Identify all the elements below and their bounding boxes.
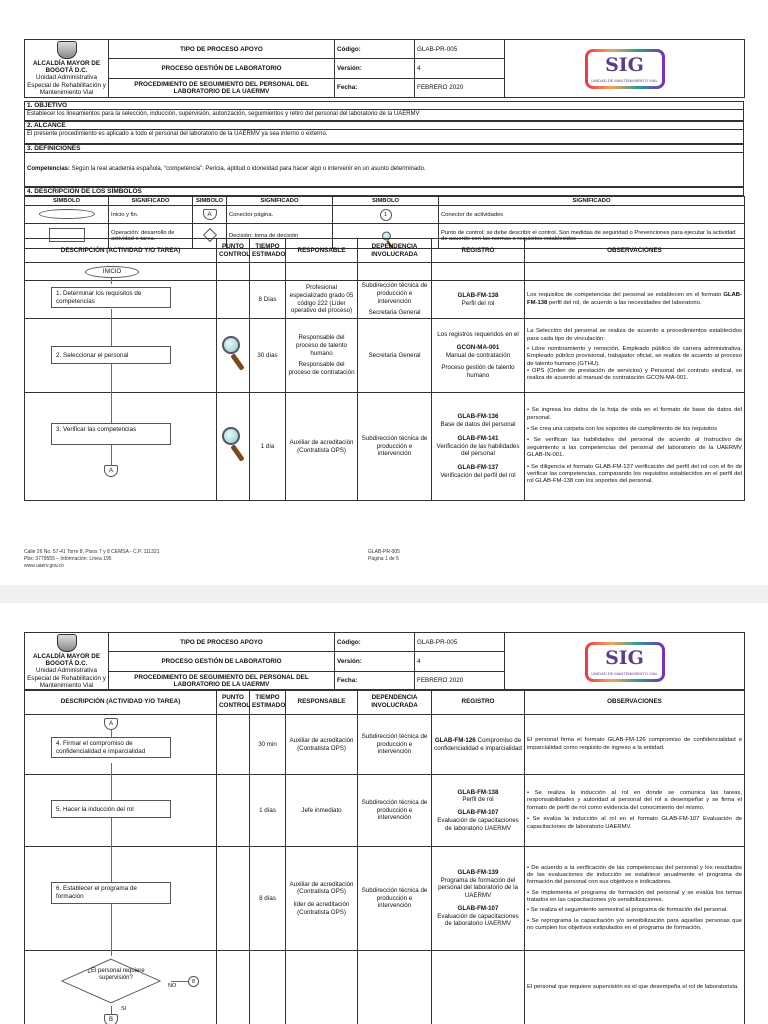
alcance-title: 2. ALCANCE — [24, 121, 744, 130]
flow-start-cell — [25, 263, 217, 281]
activity-1-cell — [25, 281, 217, 319]
logo-sub: Unidad Administrativa Especial de Rehabilitación y Mantenimiento Vial — [27, 74, 106, 96]
symbol-page-connector: A — [193, 206, 227, 224]
page-gap — [0, 585, 768, 603]
activity-5-cell — [25, 775, 217, 847]
activity-4-box: 4. Firmar el compromiso de confidencialidad e imparcialidad — [51, 737, 171, 758]
version-label: Versión: — [335, 59, 415, 78]
sig-logo: SIG UNIDAD DE MANTENIMIENTO VIAL — [585, 642, 665, 682]
activity-6-box: 6. Establecer el programa de formación — [51, 882, 171, 904]
document-header — [24, 39, 745, 98]
alcance-text: El presente procedimiento es aplicado a todo el personal del laboratorio de la UAERMV ya sea interno o externo. — [24, 130, 744, 144]
decision-cell — [25, 951, 217, 1024]
proceso: PROCESO GESTIÓN DE LABORATORIO — [109, 59, 335, 78]
fecha-label: Fecha: — [335, 78, 415, 97]
seal-icon — [57, 634, 77, 652]
seal-icon — [57, 41, 77, 59]
objetivo-title: 1. OBJETIVO — [24, 101, 744, 110]
decision-text: ¿El personal requiere supervisión? — [87, 968, 145, 982]
symbols-table: SIMBOLO SIGNIFICADO SIMBOLO SIGNIFICADO SIMBOLO SIGNIFICADO Inicio y fin. A Conector página. 1 Conector de actividades Operación: desarrollo de actividad o tarea. Decisión: toma de decisión Punto de control: se debe describir el control. Son medidas de seguridad o Prevenciones para ejecutar la actividad de acuerdo con las normas o requisitos establecidos — [24, 196, 745, 249]
definiciones-text: Competencias: Según la real academia española, “competencia”: Pericia, aptitud o idoneidad para hacer algo o intervenir en un asunto determinado. — [24, 153, 744, 187]
activity-3-cell — [25, 393, 217, 501]
activity-2-box: 2. Seleccionar el personal — [51, 346, 171, 364]
symbol-terminal — [25, 206, 109, 224]
sig-logo: SIG UNIDAD DE MANTENIMIENTO VIAL — [585, 49, 665, 89]
fecha-value: FEBRERO 2020 — [415, 78, 505, 97]
document-header-2: ALCALDÍA MAYOR DE BOGOTÁ D.C. Unidad Administrativa Especial de Rehabilitación y Mantenimiento Vial TIPO DE PROCESO APOYO Código: GLAB-PR-005 SIG UNIDAD DE MANTENIMIENTO VIAL PROCESO GESTIÓN DE LABORATORIO Versión: 4 PROCEDIMIENTO DE SEGUIMIENTO DEL PERSONAL DEL LABORATORIO DE LA UAERMV Fecha: FEBRERO 2020 — [24, 632, 745, 691]
logo-caption: ALCALDÍA MAYOR DE BOGOTÁ D.C. — [32, 60, 101, 75]
footer-page: GLAB-PR-005 Página 1 de 5 — [368, 549, 400, 562]
magnifier-icon — [220, 334, 246, 374]
procedure-table-2: DESCRIPCIÓN (ACTIVIDAD Y/O TAREA) PUNTO CONTROL TIEMPO ESTIMADO RESPONSABLE DEPENDENCIA INVOLUCRADA REGISTRO OBSERVACIONES A 4. Firmar el compromiso de confidencialidad e imparcialidad 30 min Auxiliar de acreditación (Contratista OPS) Subdirección técnica de producción e intervención GLAB-FM-126 Compromiso de confidencialidad e imparcialidad El personal firma el formato GLAB-FM-126 compromiso de confidencialidad e imparcialidad como requisito de ingreso a la entidad. 5. Hacer la inducción del rol 1 días Jefe inmediato Subdirección técnica de producción e intervención GLAB-FM-138 Perfil de rol GLAB-FM-107 Evaluación de capacitaciones de laboratorio UAERMV • Se realiza la inducción al rol en donde se comunica las tareas, responsabilidades y autoridad al personal del rol a desempeñar y se firma el formato de perfil de rol como evidencia del conocimiento del mismo. • Se evalúa la inducción al rol en el formato GLAB-FM-107 Evaluación de capacitaciones de laboratorio UAERMV. 6. Establecer el programa de formación 8 días Auxiliar de acreditación (Contratista OPS) líder de acreditación (Contratista OPS) Subdirección técnica de producción e intervención GLAB-FM-139 Programa de formación del personal del laboratorio de la UAERMV GLAB-FM-107 Evaluación de capacitaciones de laboratorio UAERMV • De acuerdo a la verificación de las competencias del personal y los resultados de las evaluaciones de inducción se establece anualmente el programa de formación del personal con sus objetivos e indicadores. • Se implementa el programa de formación del personal y se evalúa los temas tratados en las capacitaciones y/o sensibilizaciones. • Se realiza el seguimiento semestral al programa de formación del personal. • Se reprograma la capacitación y/o sensibilización para aquellas personas que no cumplen los objetivos estipulados en el programa de formación. ¿El personal requiere supervisión? NO 8 SI B El personal que requiere supervisión es el que desempeña el rol de laboratorista. — [24, 689, 745, 1024]
footer-address: Calle 26 No. 57-41 Torre 8, Pisos 7 y 8 CEMSA - C.P. 111321 Pbx: 3779555 – Información: Línea 195 www.uaerv.gov.co — [24, 549, 160, 569]
activity-4-cell — [25, 715, 217, 775]
version-value: 4 — [415, 59, 505, 78]
activity-3-box: 3. Verificar las competencias — [51, 423, 171, 445]
activity-1-box: 1. Determinar los requisitos de competencias — [51, 287, 171, 308]
page-connector-b: B — [104, 1014, 118, 1024]
si-label: SI — [121, 1006, 127, 1012]
no-label: NO — [168, 983, 177, 989]
sig-logo-cell — [505, 40, 745, 98]
activity-connector-8: 8 — [188, 976, 199, 987]
procedure-table-1: DESCRIPCIÓN (ACTIVIDAD Y/O TAREA) PUNTO CONTROL TIEMPO ESTIMADO RESPONSABLE DEPENDENCIA INVOLUCRADA REGISTRO OBSERVACIONES INICIO 1. Determinar los requisitos de competencias 8 Días Profesional especializado grado 05 código 222 (Líder operativo del proceso) Subdirección técnica de producción e intervención Secretaria General GLAB-FM-138 Perfil del rol Los requisitos de competencias del personal se establecen en el formato GLAB-FM-138 perfil del rol, de acuerdo a las necesidades del laboratorio. 2. Seleccionar el personal 30 días Responsable del proceso de talento humano Responsable del proceso de contratación Secretaria General Los registros requeridos en el GCON-MA-001 Manual de contratación Proceso gestión de talento humano La Selección del personal se realiza de acuerdo a procedimientos establecidos para cada tipo de vinculación: • Libre nombramiento y remoción, Empleado público de carrera administrativa, Empleado público provisional, trabajador oficial, se realiza de acuerdo al proceso de talento humano (GTHU). • OPS (Orden de prestación de servicios) y Personal del contrato sindical, se realiza de acuerdo al manual de contratación GCON-MA-001. 3. Verificar las competencias A 1 día Auxiliar de acreditación (Contratista OPS) Subdirección técnica de producción e intervención GLAB-FM-136 Base de datos del personal GLAB-FM-141 Verificación de las habilidades del personal GLAB-FM-137 Verificación del perfil del rol • Se ingresa los datos de la hoja de vida en el formato de base de datos del personal. • Se crea una carpeta con los soportes de cumplimiento de los requisitos • Se verifican las habilidades del personal de acuerdo al Instructivo de seguimiento a las competencias del personal del laboratorio de la UAERMV GLAB-IN-001. • Se diligencia el formato GLAB-FM-137 verificación del perfil del rol con el fin de verificar las competencias, comparando los requisitos establecidos en el perfil del rol GLAB-FM-138 con los soportes del personal. — [24, 238, 745, 501]
codigo-label: Código: — [335, 40, 415, 59]
procedimiento: PROCEDIMIENTO DE SEGUIMIENTO DEL PERSONAL DEL LABORATORIO DE LA UAERMV — [109, 78, 335, 97]
activity-6-cell — [25, 847, 217, 951]
simbolos-title: 4. DESCRIPCIÓN DE LOS SÍMBOLOS — [24, 187, 744, 196]
definiciones-title: 3. DEFINICIONES — [24, 144, 744, 153]
codigo-value: GLAB-PR-005 — [415, 40, 505, 59]
magnifier-icon — [220, 425, 246, 465]
activity-5-box: 5. Hacer la inducción del rol — [51, 800, 171, 818]
tipo-proceso: TIPO DE PROCESO APOYO — [109, 40, 335, 59]
page-connector-a: A — [104, 718, 118, 730]
symbol-activity-connector: 1 — [333, 206, 439, 224]
inicio-terminal: INICIO — [85, 266, 139, 278]
page-2 — [0, 603, 768, 1024]
activity-2-cell — [25, 319, 217, 393]
logo-cell: ALCALDÍA MAYOR DE BOGOTÁ D.C. Unidad Administrativa Especial de Rehabilitación y Mantenimiento Vial — [25, 633, 109, 691]
objetivo-text: Establecer los lineamientos para la selección, inducción, supervisión, autorización, seguimientos y retiro del personal del laboratorio de la UAERMV — [24, 110, 744, 121]
page-connector-a: A — [104, 465, 118, 477]
logo-cell — [25, 40, 109, 98]
sections-block — [24, 101, 744, 249]
